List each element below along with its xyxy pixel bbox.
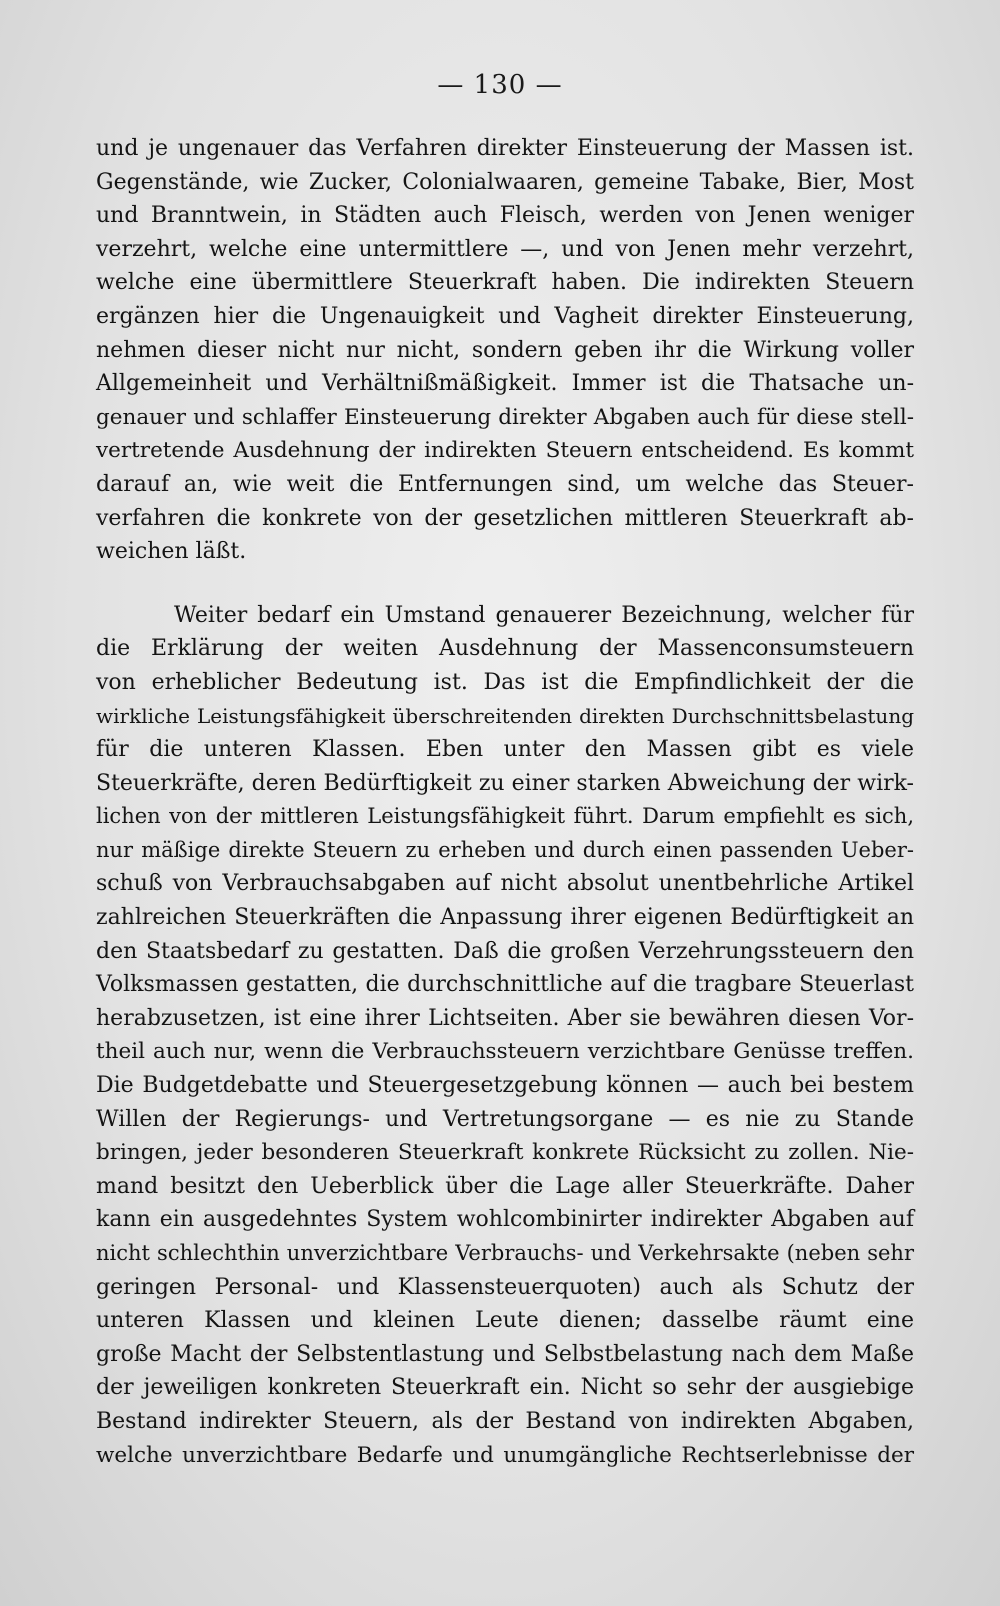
text-line: unteren Klassen und kleinen Leute dienen; dasselbe räumt eine [96,1308,914,1334]
text-line: Bestand indirekter Steuern, als der Bestand von indirekten Abgaben, [96,1408,914,1434]
text-line: genauer und schlaffer Einsteuerung direkter Abgaben auch für diese stell- [96,404,914,430]
text-line: Weiter bedarf ein Umstand genauerer Bezeichnung, welcher für [174,602,914,628]
text-line: und je ungenauer das Verfahren direkter Einsteuerung der Massen ist. [96,136,914,161]
text-line: verzehrt, welche eine untermittlere —, und von Jenen mehr verzehrt, [96,236,914,262]
text-line: Allgemeinheit und Verhältnißmäßigkeit. Immer ist die Thatsache un- [96,371,914,397]
text-line: wirkliche Leistungsfähigkeit überschreitenden direkten Durchschnittsbelastung [96,703,914,728]
text-line: zahlreichen Steuerkräften die Anpassung ihrer eigenen Bedürftigkeit an [96,905,914,931]
text-line: vertretende Ausdehnung der indirekten Steuern entscheidend. Es kommt [96,438,914,464]
text-line: nehmen dieser nicht nur nicht, sondern geben ihr die Wirkung voller [96,337,914,363]
text-line: welche eine übermittlere Steuerkraft haben. Die indirekten Steuern [96,270,914,296]
text-line: Willen der Regierungs- und Vertretungsorgane — es nie zu Stande [96,1106,914,1132]
text-line: Steuerkräfte, deren Bedürftigkeit zu einer starken Abweichung der wirk- [96,770,914,796]
text-line: Volksmassen gestatten, die durchschnittliche auf die tragbare Steuerlast [96,972,914,998]
text-line: weichen läßt. [96,539,247,565]
text-line: mand besitzt den Ueberblick über die Lage aller Steuerkräfte. Daher [96,1173,914,1199]
text-line: kann ein ausgedehntes System wohlcombinirter indirekter Abgaben auf [96,1207,914,1233]
text-line: die Erklärung der weiten Ausdehnung der Massenconsumsteuern [96,636,914,662]
text-line: welche unverzichtbare Bedarfe und unumgängliche Rechtserlebnisse der [96,1442,914,1468]
text-line: große Macht der Selbstentlastung und Selbstbelastung nach dem Maße [96,1341,914,1367]
text-line: und Branntwein, in Städten auch Fleisch, werden von Jenen weniger [96,203,914,229]
text-line: verfahren die konkrete von der gesetzlichen mittleren Steuerkraft ab- [96,505,914,531]
text-line: lichen von der mittleren Leistungsfähigkeit führt. Darum empfiehlt es sich, [96,804,914,829]
paragraph-gap [96,569,914,599]
text-line: theil auch nur, wenn die Verbrauchssteuern verzichtbare Genüsse treffen. [96,1039,914,1065]
text-line: der jeweiligen konkreten Steuerkraft ein. Nicht so sehr der ausgiebige [96,1375,914,1401]
text-line: den Staatsbedarf zu gestatten. Daß die großen Verzehrungssteuern den [96,938,914,964]
text-line: darauf an, wie weit die Entfernungen sind, um welche das Steuer- [96,471,914,497]
text-line: herabzusetzen, ist eine ihrer Lichtseiten. Aber sie bewähren diesen Vor- [96,1005,914,1031]
text-line: geringen Personal- und Klassensteuerquoten) auch als Schutz der [96,1274,914,1300]
paragraph-1 [96,132,914,569]
text-line: nicht schlechthin unverzichtbare Verbrauchs- und Verkehrsakte (neben sehr [96,1241,914,1265]
text-line: schuß von Verbrauchsabgaben auf nicht absolut unentbehrliche Artikel [96,871,914,897]
text-line: nur mäßige direkte Steuern zu erheben und durch einen passenden Ueber- [96,837,914,862]
text-line: ergänzen hier die Ungenauigkeit und Vagheit direkter Einsteuerung, [96,303,914,329]
text-line: bringen, jeder besonderen Steuerkraft konkrete Rücksicht zu zollen. Nie- [96,1140,914,1166]
paragraph-2 [96,599,914,1472]
page-number: — 130 — [437,70,563,100]
text-line: von erheblicher Bedeutung ist. Das ist die Empfindlichkeit der die [96,669,914,695]
text-line: Die Budgetdebatte und Steuergesetzgebung können — auch bei bestem [96,1073,914,1099]
body-text [96,132,914,1472]
text-line: Gegenstände, wie Zucker, Colonialwaaren, gemeine Tabake, Bier, Most [96,169,914,195]
text-line: für die unteren Klassen. Eben unter den Massen gibt es viele [96,737,914,763]
